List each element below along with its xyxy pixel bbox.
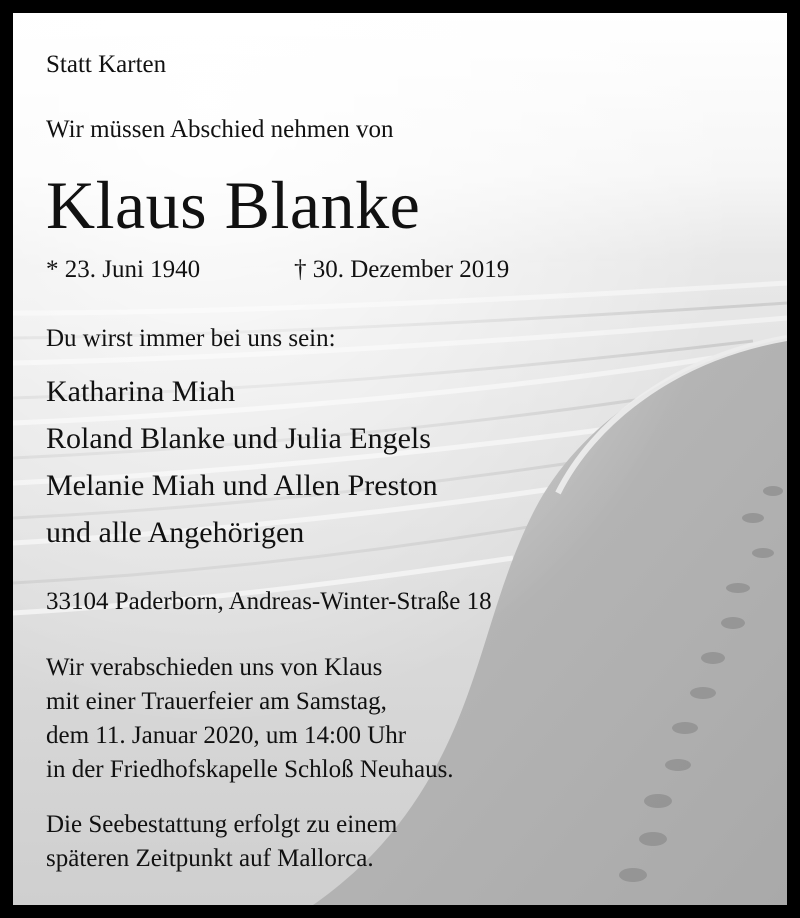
address-line: 33104 Paderborn, Andreas-Winter-Straße 18 bbox=[46, 588, 492, 615]
survivor-line: und alle Angehörigen bbox=[46, 516, 305, 549]
survivor-line: Melanie Miah und Allen Preston bbox=[46, 469, 438, 502]
survivors-list bbox=[46, 368, 438, 556]
death-date: † 30. Dezember 2019 bbox=[294, 256, 510, 283]
burial-line: späteren Zeitpunkt auf Mallorca. bbox=[46, 845, 374, 872]
survivor-line: Roland Blanke und Julia Engels bbox=[46, 422, 431, 455]
ceremony-line: Wir verabschieden uns von Klaus bbox=[46, 654, 383, 681]
birth-date: * 23. Juni 1940 bbox=[46, 256, 201, 283]
ceremony-line: in der Friedhofskapelle Schloß Neuhaus. bbox=[46, 756, 454, 783]
survivor-line: Katharina Miah bbox=[46, 375, 236, 408]
farewell-line: Wir müssen Abschied nehmen von bbox=[46, 116, 394, 143]
ceremony-line: mit einer Trauerfeier am Samstag, bbox=[46, 688, 387, 715]
ceremony-block bbox=[46, 651, 454, 787]
intro-line: Statt Karten bbox=[46, 51, 167, 78]
deceased-name: Klaus Blanke bbox=[46, 167, 421, 243]
burial-line: Die Seebestattung erfolgt zu einem bbox=[46, 811, 398, 838]
ceremony-line: dem 11. Januar 2020, um 14:00 Uhr bbox=[46, 722, 407, 749]
life-dates bbox=[46, 256, 606, 286]
with-us-line: Du wirst immer bei uns sein: bbox=[46, 325, 336, 352]
burial-block bbox=[46, 808, 397, 876]
